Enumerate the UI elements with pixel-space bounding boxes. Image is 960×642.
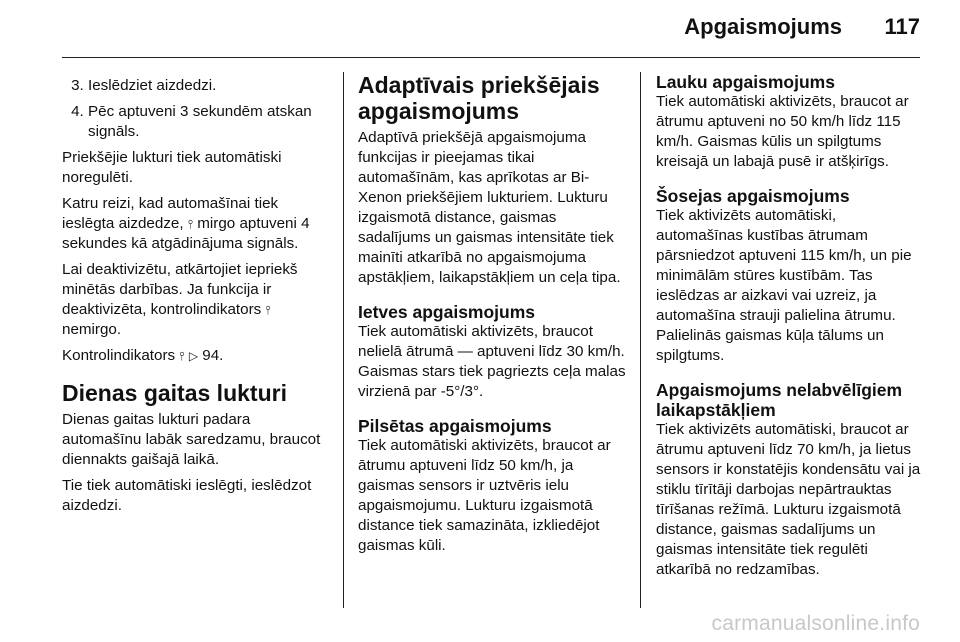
paragraph: Tiek automātiski aktivizēts, braucot nelielā ātrumā — aptuveni līdz 30 km/h. Gaismas stars tiek pagriezts ceļa malas virzienā par -5°/3°. (358, 323, 626, 400)
column-divider (640, 72, 641, 608)
column-3 (656, 72, 924, 604)
paragraph: Tiek automātiski aktivizēts, braucot ar ātrumu aptuveni no 50 km/h līdz 115 km/h. Gaismas kūlis un spilgtums kreisajā un labajā pusē ir atšķirīgs. (656, 93, 909, 170)
paragraph: Dienas gaitas lukturi padara automašīnu labāk saredzamu, braucot diennakts gaišajā laikā. (62, 411, 321, 468)
paragraph: Tie tiek automātiski ieslēgti, ieslēdzot aizdedzi. (62, 477, 312, 514)
list-item: 3. Ieslēdziet aizdedzi. (88, 76, 332, 96)
steps-list (62, 76, 332, 142)
indicator-lamp-icon: ⫯ (187, 217, 194, 231)
heading-street-lighting: Ietves apgaismojums (358, 302, 536, 322)
page-title: Apgaismojums (684, 14, 842, 39)
paragraph: Tiek aktivizēts automātiski, automašīnas kustības ātrumam pārsniedzot aptuveni 115 km/h, un pie minimālām stūres kustībām. Tas ieslēdzas ar aizkavi vai uzreiz, ja automašīna strauji palielina ātrumu. Palielinās gaismas kūļa tālums un spilgtums. (656, 207, 912, 364)
heading-country-lighting: Lauku apgaismojums (656, 72, 835, 92)
paragraph: Kontrolindikators ⫯ ▷ 94. (62, 347, 224, 364)
page-reference[interactable]: 94. (198, 347, 224, 364)
heading-city-lighting: Pilsētas apgaismojums (358, 416, 552, 436)
paragraph: Tiek aktivizēts automātiski, braucot ar ātrumu aptuveni līdz 70 km/h, ja lietus sensors ir konstatējis kondensātu vai ja stiklu tīrītāji darbojas nepārtrauktas tīrīšanas režīmā. Lukturu izgaismotā distance, gaismas sadalījums un gaismas intensitāte tiek regulēti atkarībā no redzamības. (656, 421, 921, 578)
heading-daytime-lights: Dienas gaitas lukturi (62, 380, 287, 406)
column-2 (358, 72, 628, 604)
heading-bad-weather-lighting: Apgaismojums nelabvēlīgiem laikapstākļiem (656, 380, 903, 420)
page-header (0, 0, 960, 58)
list-item: 4. Pēc aptuveni 3 sekundēm atskan signāls. (88, 102, 332, 142)
paragraph: Katru reizi, kad automašīnai tiek ieslēgta aizdedze, ⫯ mirgo aptuveni 4 sekundes kā atgādinājuma signāls. (62, 195, 310, 252)
watermark: carmanualsonline.info (711, 612, 920, 635)
heading-motorway-lighting: Šosejas apgaismojums (656, 186, 850, 206)
paragraph: Lai deaktivizētu, atkārtojiet iepriekš minētās darbības. Ja funkcija ir deaktivizēta, kontrolindikators ⫯ nemirgo. (62, 261, 298, 338)
column-divider (343, 72, 344, 608)
indicator-lamp-icon: ⫯ (265, 303, 271, 317)
paragraph: Priekšējie lukturi tiek automātiski noregulēti. (62, 149, 282, 186)
page-reference-arrow-icon[interactable]: ▷ (188, 349, 199, 363)
page-number: 117 (884, 14, 920, 39)
header-rule (62, 57, 920, 58)
indicator-lamp-icon: ⫯ (179, 349, 185, 363)
paragraph: Adaptīvā priekšējā apgaismojuma funkcijas ir pieejamas tikai automašīnām, kas aprīkotas ar Bi-Xenon priekšējiem lukturiem. Lukturu izgaismotā distance, gaismas sadalījums un gaismas intensitāte tiek mainīti atkarībā no apgaismojuma apstākļiem, laikapstākļiem un ceļa tipa. (358, 129, 621, 286)
heading-adaptive-lighting: Adaptīvais priekšējais apgaismojums (358, 72, 600, 124)
column-1 (62, 72, 332, 604)
paragraph: Tiek automātiski aktivizēts, braucot ar ātrumu aptuveni līdz 50 km/h, ja gaismas sensors ir uztvēris ielu apgaismojumu. Lukturu izgaismotā distance tiek samazināta, izkliedējot gaismas kūli. (358, 437, 611, 554)
